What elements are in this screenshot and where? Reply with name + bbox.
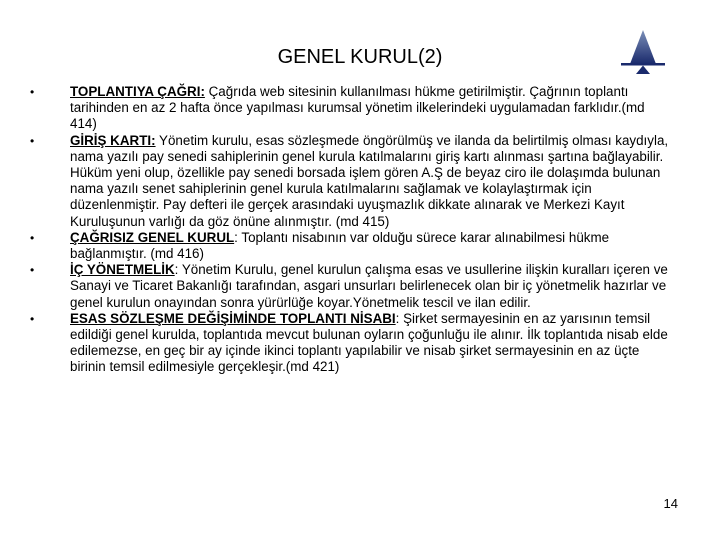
bullet-icon: •	[30, 85, 35, 99]
item-term: ESAS SÖZLEŞME DEĞİŞİMİNDE TOPLANTI NİSABI	[70, 310, 396, 326]
bullet-list	[30, 84, 670, 376]
item-body: Yönetim kurulu, esas sözleşmede öngörülmüş ve ilanda da belirtilmiş olması kaydıyla, nama yazılı pay senedi sahiplerinin genel kurula katılmalarını giriş kartı alınması şartına bağlayabilir. Hüküm yeni olup, özellikle pay senedi borsada işlem gören A.Ş de beyaz ciro ile dolaşımda bulunan nama yazılı senet sahiplerinin genel kurula katılmalarını sağlamak ve kolaylaştırmak için düzenlenmiştir. Pay defteri ile gerçek arasındaki uyuşmazlık dikkate alınarak ve Merkezi Kayıt Kuruluşunun varlığı da göz önüne alınmıştır. (md 415)	[70, 132, 669, 229]
item-body: : Toplantı nisabının var olduğu sürece karar alınabilmesi hükme bağlanmıştır. (md 416)	[70, 229, 610, 262]
item-term: TOPLANTIYA ÇAĞRI:	[70, 84, 205, 99]
list-item	[30, 230, 670, 262]
bullet-icon: •	[30, 133, 35, 148]
item-term: GİRİŞ KARTI:	[70, 132, 156, 148]
list-item	[30, 311, 670, 376]
list-item-text	[70, 84, 670, 133]
item-body: : Şirket sermayesinin en az yarısının temsil edildiği genel kurulda, toplantıda mevcut bulunan oyların çoğunluğu ile alınır. İlk toplantıda nisab elde edilemezse, en geç bir ay içinde ikinci toplantı yapılabilir ve nisab şirket sermayesinin en az üçte birinin temsil edilmesiyle gerçekleşir.(md 421)	[70, 310, 668, 375]
list-item-text	[70, 262, 670, 311]
triangle-on-bar-logo-icon	[620, 28, 666, 76]
bullet-icon: •	[30, 263, 35, 278]
item-body: : Yönetim Kurulu, genel kurulun çalışma esas ve usullerine ilişkin kuralları içeren ve Sanayi ve Ticaret Bakanlığı tarafından, asgari unsurları belirlenecek olan bir iç yönetmelik hazırlar ve genel kurulun onayından sonra yürürlüğe koyar.Yönetmelik tescil ve ilan edilir.	[70, 262, 668, 310]
list-item-text	[70, 133, 670, 230]
slide-title: GENEL KURUL(2)	[277, 46, 443, 68]
bullet-icon: •	[30, 230, 35, 245]
page-number: 14	[663, 496, 678, 511]
list-item	[30, 84, 670, 133]
list-item-text	[70, 311, 670, 376]
list-item	[30, 133, 670, 230]
item-term: İÇ YÖNETMELİK	[70, 262, 175, 278]
item-term: ÇAĞRISIZ GENEL KURUL	[70, 229, 235, 245]
list-item-text	[70, 230, 670, 262]
list-item	[30, 262, 670, 311]
bullet-icon: •	[30, 311, 35, 326]
item-body: Çağrıda web sitesinin kullanılması hükme getirilmiştir. Çağrının toplantı tarihinden en az 2 hafta önce yapılması kurumsal yönetim ilkelerindeki uygulamadan farklıdır.(md 414)	[70, 84, 645, 132]
